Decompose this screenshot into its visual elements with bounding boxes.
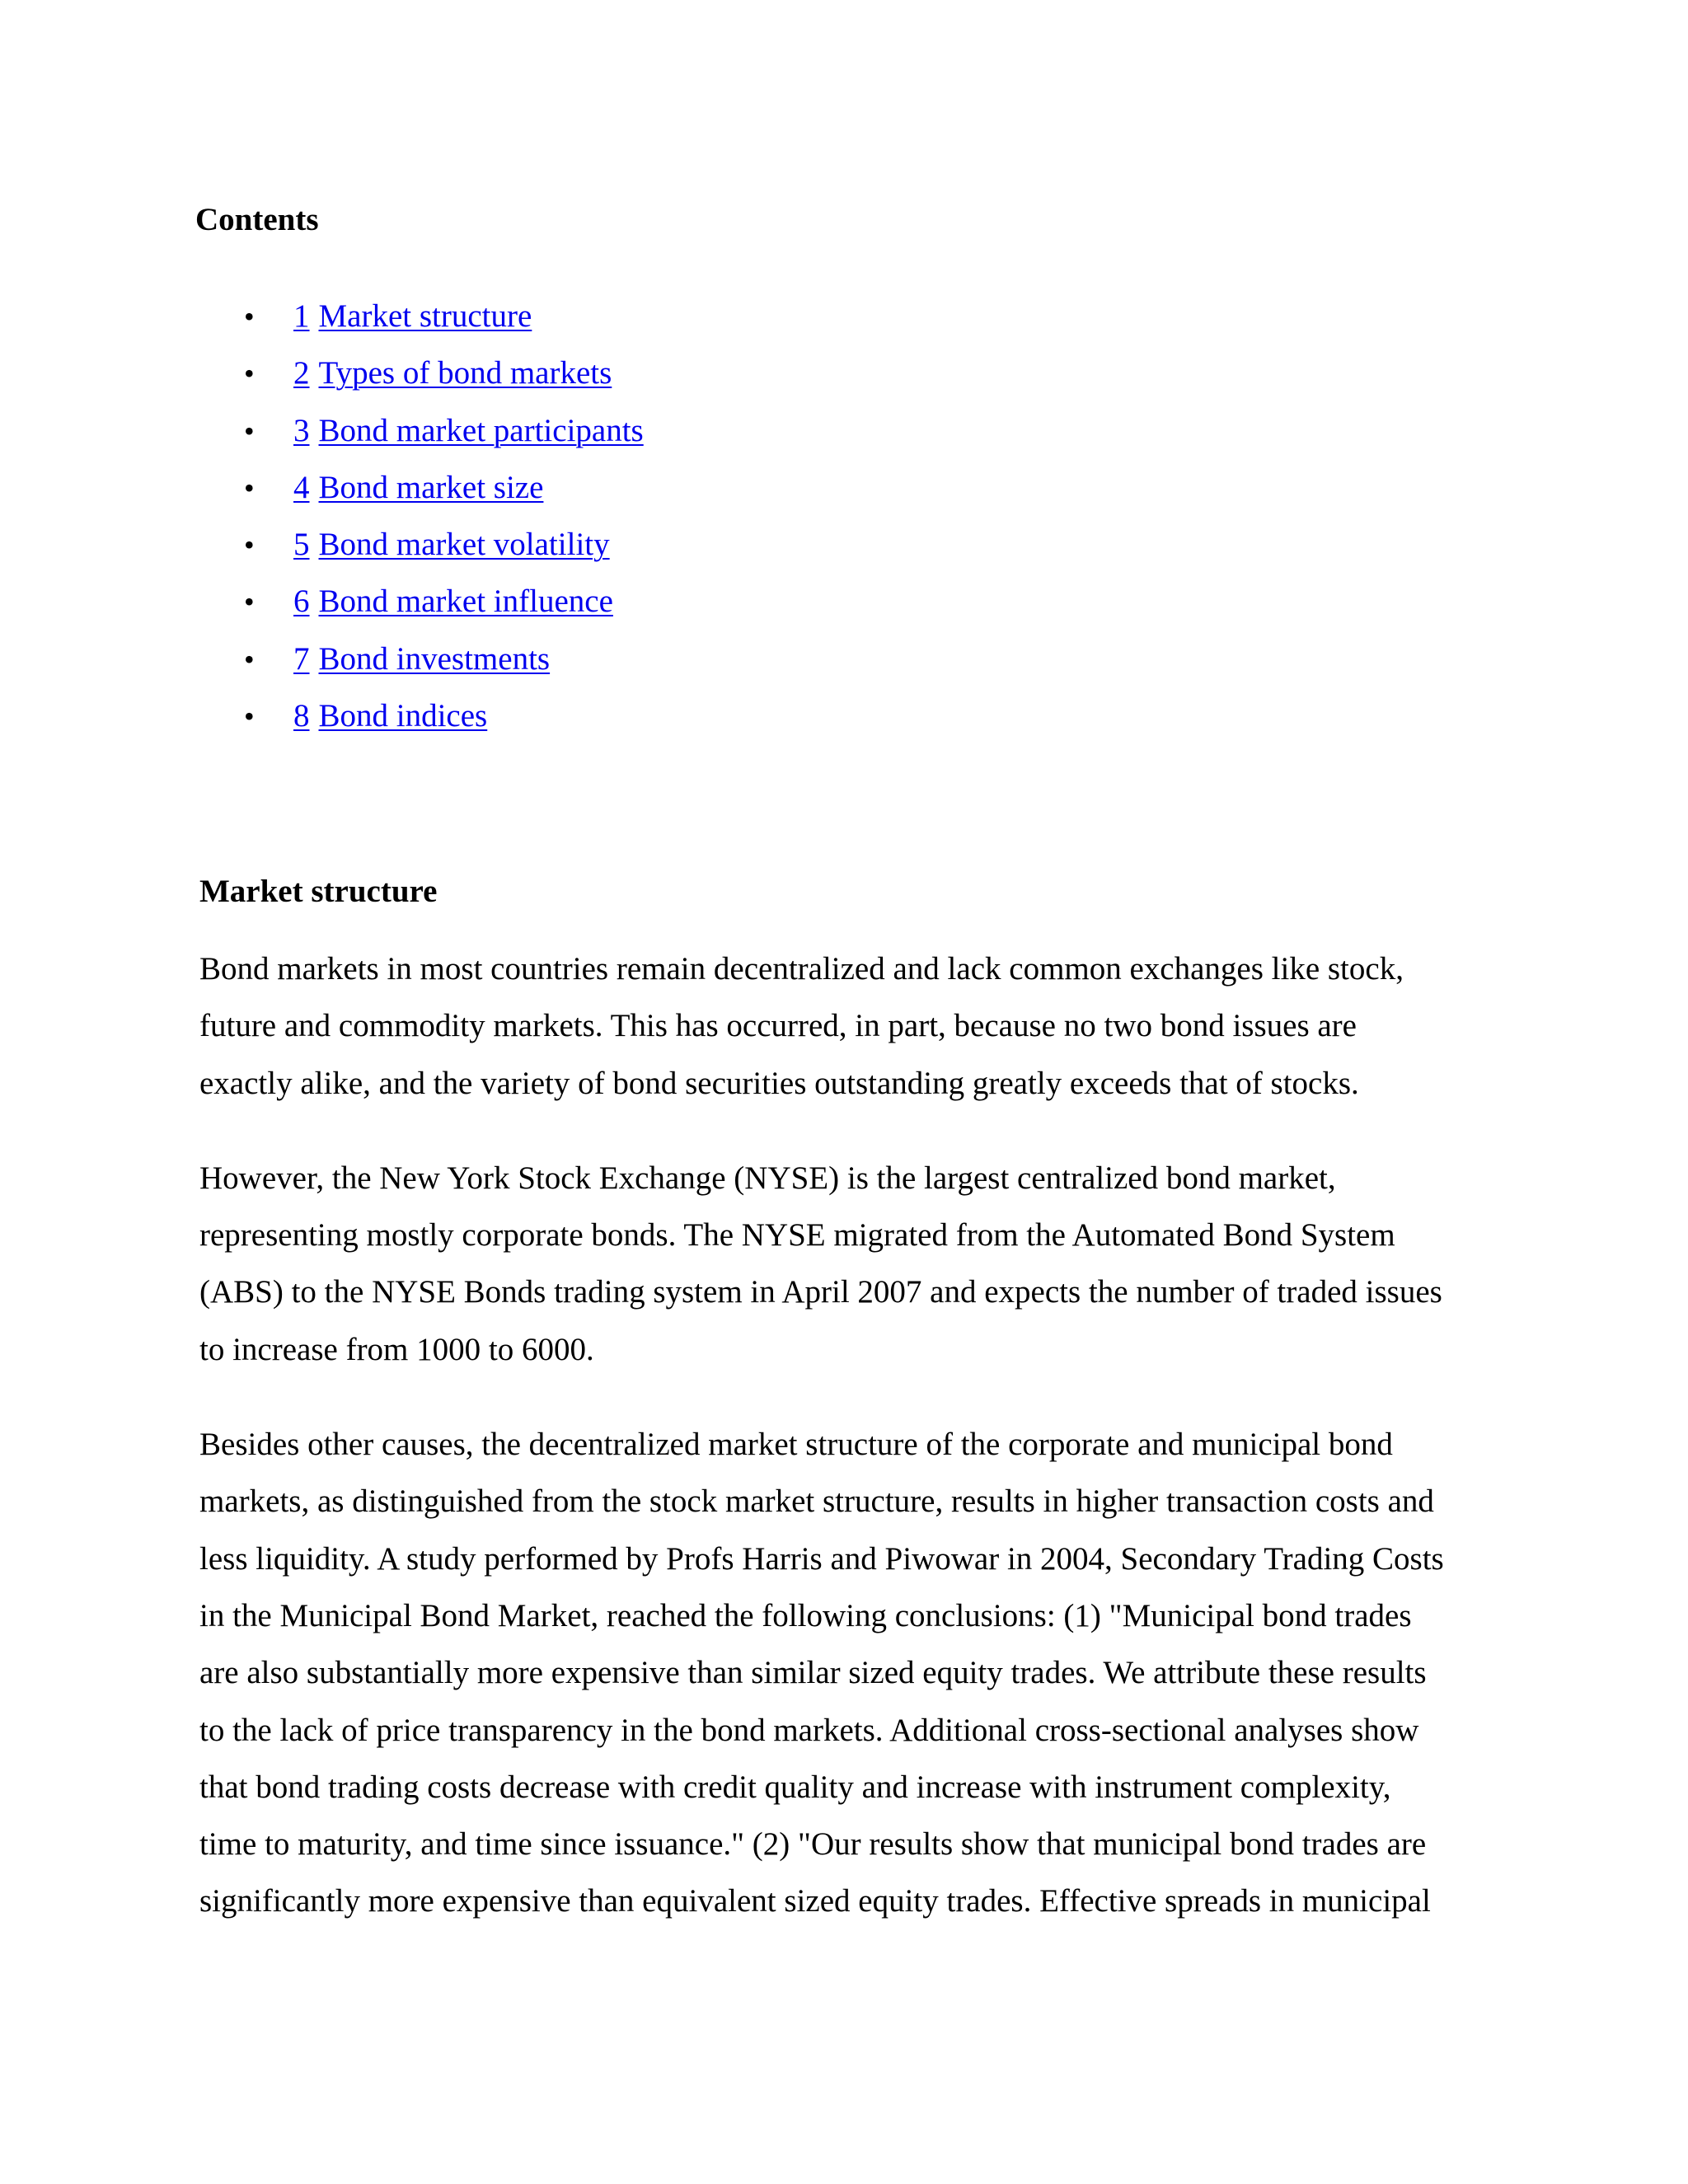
text-line: in the Municipal Bond Market, reached the following conclusions: (1) "Municipal bond trades	[199, 1597, 1412, 1633]
toc-link-types-of-bond-markets[interactable]: Types of bond markets	[318, 355, 612, 391]
paragraph	[199, 1416, 1510, 1930]
text-line: that bond trading costs decrease with credit quality and increase with instrument complexity,	[199, 1769, 1391, 1805]
contents-heading: Contents	[195, 202, 319, 237]
text-line: Besides other causes, the decentralized market structure of the corporate and municipal bond	[199, 1427, 1393, 1463]
text-line: time to maturity, and time since issuance." (2) "Our results show that municipal bond trades are	[199, 1826, 1427, 1863]
toc-item	[244, 295, 644, 352]
toc-number-link[interactable]: 4	[293, 469, 310, 505]
toc-link-bond-market-participants[interactable]: Bond market participants	[318, 412, 644, 448]
toc-number-link[interactable]: 3	[293, 412, 310, 448]
toc-item	[244, 580, 644, 637]
text-line: to the lack of price transparency in the bond markets. Additional cross-sectional analyses show	[199, 1712, 1419, 1748]
toc-item	[244, 638, 644, 695]
toc-item	[244, 466, 644, 523]
toc-item	[244, 695, 644, 752]
text-line: less liquidity. A study performed by Profs Harris and Piwowar in 2004, Secondary Trading Costs	[199, 1540, 1444, 1577]
bullet-icon: •	[244, 528, 255, 562]
text-line: to increase from 1000 to 6000.	[199, 1331, 594, 1367]
toc-item	[244, 352, 644, 409]
bullet-icon: •	[244, 585, 255, 619]
text-line: significantly more expensive than equivalent sized equity trades. Effective spreads in municipal	[199, 1883, 1431, 1919]
paragraph	[199, 940, 1510, 1112]
section-heading: Market structure	[199, 874, 438, 909]
text-line: future and commodity markets. This has occurred, in part, because no two bond issues are	[199, 1008, 1357, 1044]
text-line: are also substantially more expensive than similar sized equity trades. We attribute these results	[199, 1655, 1427, 1691]
toc-number-link[interactable]: 7	[293, 640, 310, 677]
toc-item	[244, 523, 644, 580]
toc-link-bond-market-volatility[interactable]: Bond market volatility	[318, 527, 610, 563]
toc-link-bond-market-influence[interactable]: Bond market influence	[318, 583, 613, 620]
text-line: exactly alike, and the variety of bond securities outstanding greatly exceeds that of stocks.	[199, 1065, 1359, 1101]
text-line: (ABS) to the NYSE Bonds trading system in April 2007 and expects the number of traded issues	[199, 1274, 1442, 1310]
bullet-icon: •	[244, 300, 255, 333]
toc-link-bond-indices[interactable]: Bond indices	[318, 698, 488, 734]
toc-number-link[interactable]: 8	[293, 698, 310, 734]
text-line: However, the New York Stock Exchange (NYSE) is the largest centralized bond market,	[199, 1160, 1336, 1196]
toc-link-market-structure[interactable]: Market structure	[318, 298, 532, 334]
toc-number-link[interactable]: 6	[293, 583, 310, 620]
toc-item	[244, 410, 644, 466]
bullet-icon: •	[244, 642, 255, 676]
text-line: representing mostly corporate bonds. The NYSE migrated from the Automated Bond System	[199, 1217, 1395, 1254]
toc-link-bond-investments[interactable]: Bond investments	[318, 640, 551, 677]
toc-number-link[interactable]: 5	[293, 527, 310, 563]
text-line: markets, as distinguished from the stock market structure, results in higher transaction costs and	[199, 1483, 1434, 1520]
toc-number-link[interactable]: 2	[293, 355, 310, 391]
text-line: Bond markets in most countries remain decentralized and lack common exchanges like stock,	[199, 951, 1404, 987]
toc-number-link[interactable]: 1	[293, 298, 310, 334]
market-structure-section	[199, 871, 1510, 1968]
toc-link-bond-market-size[interactable]: Bond market size	[318, 469, 544, 505]
paragraph	[199, 1150, 1510, 1378]
bullet-icon: •	[244, 700, 255, 733]
bullet-icon: •	[244, 471, 255, 504]
bullet-icon: •	[244, 357, 255, 391]
bullet-icon: •	[244, 414, 255, 448]
table-of-contents	[244, 295, 644, 752]
